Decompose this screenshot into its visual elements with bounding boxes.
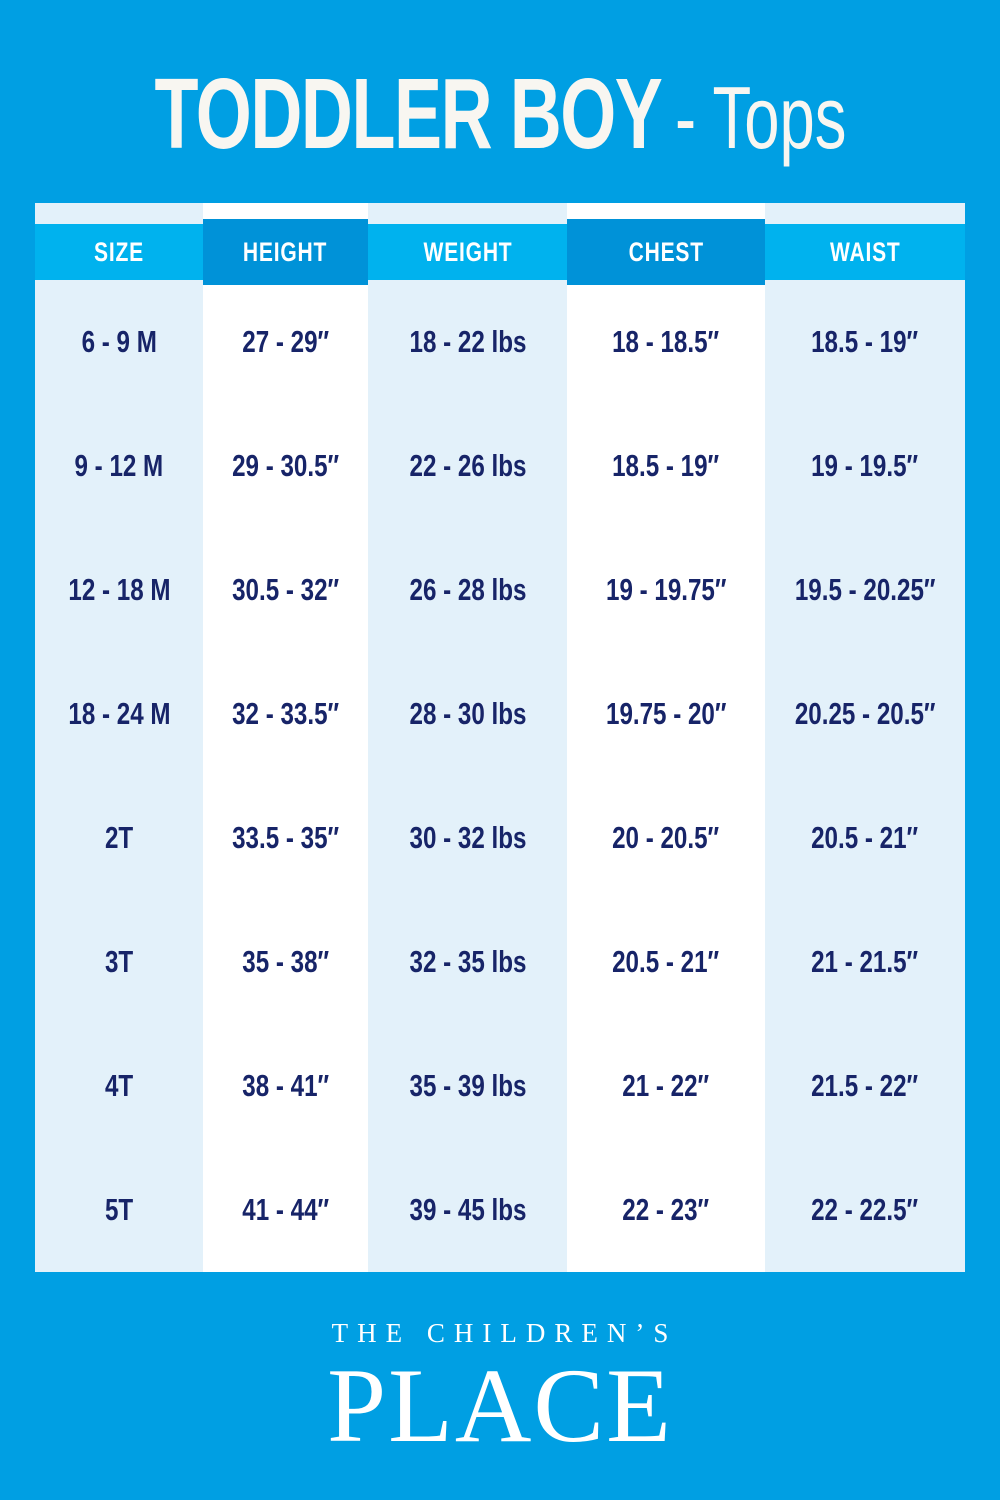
brand-logo-line1: THE CHILDREN’S bbox=[331, 1318, 678, 1348]
table-cell bbox=[368, 900, 567, 1024]
table-row bbox=[35, 1148, 965, 1272]
table-cell bbox=[203, 1148, 368, 1272]
cell-value: 30 - 32 lbs bbox=[409, 820, 526, 855]
cell-value: 18.5 - 19″ bbox=[612, 448, 720, 483]
cell-value: 4T bbox=[104, 1068, 134, 1103]
cell-value: 20.25 - 20.5″ bbox=[794, 696, 936, 731]
cell-value: 20.5 - 21″ bbox=[612, 944, 720, 979]
table-cell bbox=[35, 528, 203, 652]
cell-value: 39 - 45 lbs bbox=[409, 1192, 526, 1227]
cell-value: 12 - 18 M bbox=[67, 572, 171, 607]
table-cell bbox=[203, 652, 368, 776]
column-header-label: CHEST bbox=[628, 236, 704, 267]
cell-value: 5T bbox=[104, 1192, 134, 1227]
cell-value: 2T bbox=[104, 820, 134, 855]
brand-logo-line2: PLACE bbox=[327, 1347, 673, 1464]
column-header-label: SIZE bbox=[94, 236, 144, 267]
table-row bbox=[35, 280, 965, 404]
table-cell bbox=[765, 404, 965, 528]
cell-value: 32 - 33.5″ bbox=[231, 696, 340, 731]
cell-value: 19.75 - 20″ bbox=[605, 696, 727, 731]
table-cell bbox=[765, 280, 965, 404]
table-cell bbox=[765, 1148, 965, 1272]
column-header-waist bbox=[765, 224, 965, 280]
cell-value: 30.5 - 32″ bbox=[231, 572, 340, 607]
cell-value: 21 - 21.5″ bbox=[811, 944, 919, 979]
page-title bbox=[154, 57, 846, 172]
table-cell bbox=[567, 280, 765, 404]
page-title-bold: TODDLER BOY bbox=[154, 58, 661, 170]
table-body bbox=[35, 280, 965, 1272]
cell-value: 33.5 - 35″ bbox=[231, 820, 340, 855]
cell-value: 20.5 - 21″ bbox=[811, 820, 919, 855]
table-cell bbox=[35, 404, 203, 528]
table-cell bbox=[368, 652, 567, 776]
table-cell bbox=[35, 1148, 203, 1272]
table-cell bbox=[765, 1024, 965, 1148]
table-cell bbox=[765, 652, 965, 776]
cell-value: 3T bbox=[104, 944, 134, 979]
table-cell bbox=[765, 528, 965, 652]
table-top-strip bbox=[35, 203, 965, 224]
cell-value: 21 - 22″ bbox=[622, 1068, 710, 1103]
table-cell bbox=[765, 900, 965, 1024]
cell-value: 19 - 19.5″ bbox=[811, 448, 919, 483]
cell-value: 22 - 22.5″ bbox=[811, 1192, 919, 1227]
table-cell bbox=[368, 776, 567, 900]
cell-value: 28 - 30 lbs bbox=[409, 696, 526, 731]
column-header-chest bbox=[567, 219, 765, 285]
table-cell bbox=[368, 1024, 567, 1148]
cell-value: 18 - 18.5″ bbox=[612, 324, 720, 359]
cell-value: 27 - 29″ bbox=[242, 324, 329, 359]
table-row bbox=[35, 900, 965, 1024]
cell-value: 18 - 22 lbs bbox=[409, 324, 526, 359]
size-chart-table bbox=[35, 203, 965, 1272]
page-header bbox=[0, 0, 1000, 203]
column-header-height bbox=[203, 219, 368, 285]
cell-value: 35 - 38″ bbox=[242, 944, 329, 979]
table-cell bbox=[203, 900, 368, 1024]
table-cell bbox=[203, 528, 368, 652]
brand-logo bbox=[0, 1318, 1000, 1464]
table-cell bbox=[35, 1024, 203, 1148]
cell-value: 41 - 44″ bbox=[242, 1192, 329, 1227]
cell-value: 18.5 - 19″ bbox=[811, 324, 919, 359]
table-row bbox=[35, 1024, 965, 1148]
cell-value: 29 - 30.5″ bbox=[231, 448, 340, 483]
cell-value: 32 - 35 lbs bbox=[409, 944, 526, 979]
cell-value: 26 - 28 lbs bbox=[409, 572, 526, 607]
cell-value: 21.5 - 22″ bbox=[811, 1068, 919, 1103]
table-cell bbox=[203, 1024, 368, 1148]
table-cell bbox=[35, 652, 203, 776]
column-header-label: HEIGHT bbox=[243, 236, 328, 267]
cell-value: 19.5 - 20.25″ bbox=[794, 572, 936, 607]
table-row bbox=[35, 652, 965, 776]
table-cell bbox=[567, 900, 765, 1024]
table-cell bbox=[368, 280, 567, 404]
column-header-label: WAIST bbox=[829, 236, 901, 267]
table-cell bbox=[567, 404, 765, 528]
column-header-size bbox=[35, 224, 203, 280]
table-cell bbox=[567, 652, 765, 776]
top-strip-cell bbox=[368, 203, 567, 224]
cell-value: 38 - 41″ bbox=[242, 1068, 329, 1103]
table-cell bbox=[765, 776, 965, 900]
table-cell bbox=[567, 776, 765, 900]
table-cell bbox=[567, 528, 765, 652]
table-cell bbox=[567, 1148, 765, 1272]
table-cell bbox=[368, 528, 567, 652]
table-cell bbox=[203, 404, 368, 528]
column-header-label: WEIGHT bbox=[423, 236, 512, 267]
page-title-light: - Tops bbox=[674, 68, 846, 167]
table-cell bbox=[203, 280, 368, 404]
cell-value: 35 - 39 lbs bbox=[409, 1068, 526, 1103]
table-cell bbox=[368, 1148, 567, 1272]
table-cell bbox=[203, 776, 368, 900]
table-row bbox=[35, 404, 965, 528]
table-row bbox=[35, 528, 965, 652]
cell-value: 18 - 24 M bbox=[67, 696, 171, 731]
cell-value: 20 - 20.5″ bbox=[612, 820, 720, 855]
table-cell bbox=[35, 776, 203, 900]
cell-value: 19 - 19.75″ bbox=[605, 572, 727, 607]
cell-value: 9 - 12 M bbox=[74, 448, 164, 483]
cell-value: 6 - 9 M bbox=[81, 324, 157, 359]
top-strip-cell bbox=[765, 203, 965, 224]
cell-value: 22 - 23″ bbox=[622, 1192, 710, 1227]
table-row bbox=[35, 776, 965, 900]
table-cell bbox=[35, 900, 203, 1024]
table-cell bbox=[368, 404, 567, 528]
column-header-weight bbox=[368, 224, 567, 280]
table-header-row bbox=[35, 224, 965, 280]
table-cell bbox=[567, 1024, 765, 1148]
table-cell bbox=[35, 280, 203, 404]
top-strip-cell bbox=[35, 203, 203, 224]
cell-value: 22 - 26 lbs bbox=[409, 448, 526, 483]
